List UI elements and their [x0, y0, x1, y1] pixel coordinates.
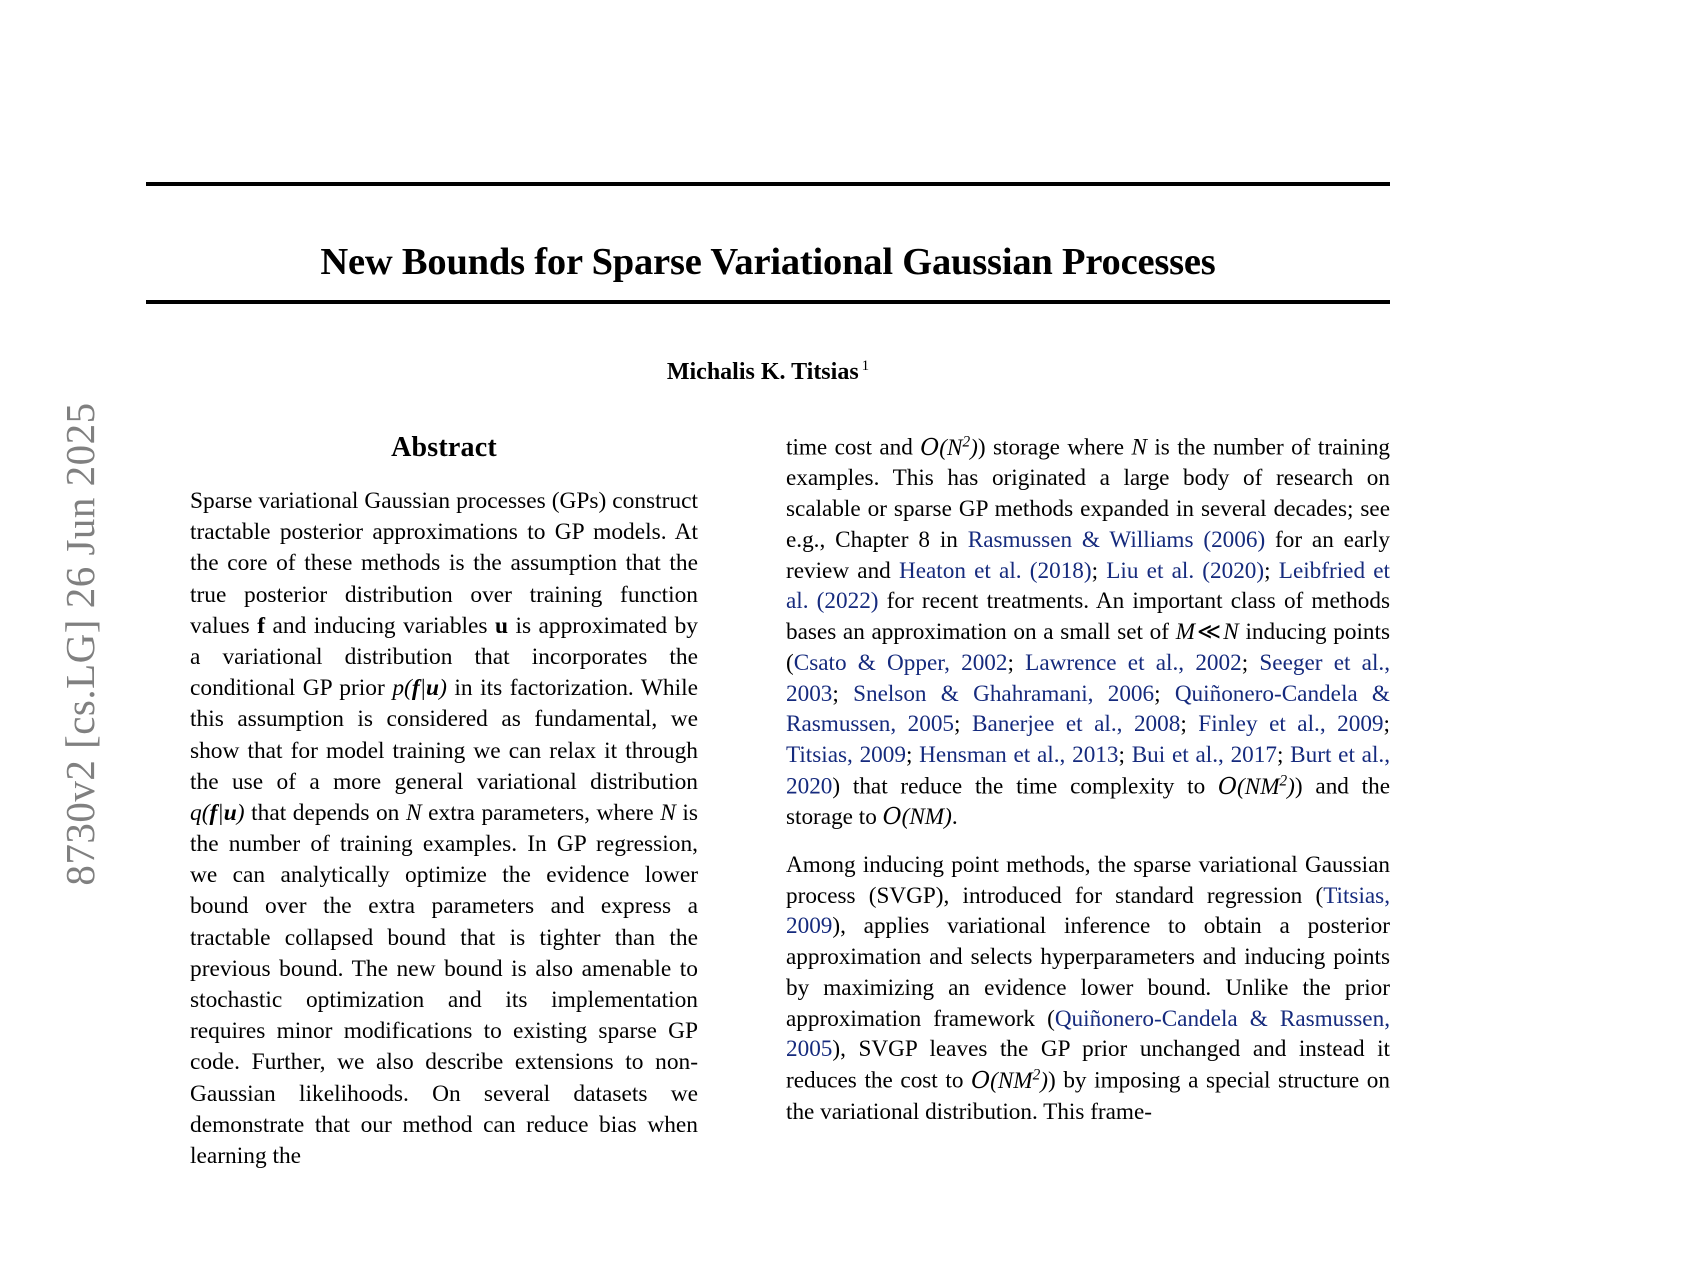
par1-s17: ; [905, 742, 920, 769]
abstract-column [190, 432, 698, 1189]
arxiv-stamp [0, 0, 103, 1275]
math-O-NM-squared: $O(NM^2)$ [1217, 771, 1295, 800]
body-paragraph-2 [786, 850, 1390, 1127]
page-title: New Bounds for Sparse Variational Gaussian Processes [320, 240, 1216, 283]
par1-s16: ; [1383, 711, 1390, 738]
par1-s2: ) storage where [977, 434, 1132, 461]
math-N-italic-2: N [660, 799, 676, 826]
par1-s14: ; [954, 711, 972, 738]
par1-s1: time cost and [786, 434, 921, 461]
par1-s8: for recent treatments. An important class of methods bases an approximation on a small set of [786, 588, 1390, 646]
citation-qc-rasmussen[interactable]: Quiñonero-Candela & Rasmussen, 2005 [786, 1005, 1390, 1063]
abstract-text-f: extra parameters, where [421, 799, 661, 826]
math-O-NM-squared-2: $O(NM^2)$ [971, 1066, 1048, 1094]
math-f-bold: f [257, 612, 266, 639]
citation-finley[interactable]: Finley et al., 2009 [1198, 711, 1384, 738]
par1-s6: ; [1091, 557, 1107, 584]
citation-rasmussen-williams[interactable]: Rasmussen & Williams [967, 526, 1194, 553]
citation-csato-opper[interactable]: Csato & Opper, 2002 [793, 649, 1008, 676]
citation-lawrence[interactable]: Lawrence et al., 2002 [1025, 649, 1242, 676]
par2-t1: Among inducing point methods, the sparse variational Gaussian process (SVGP), introduced for standard regression ( [786, 852, 1390, 909]
par1-s11: ; [1241, 649, 1260, 676]
abstract-text-g: is the number of training examples. In GP regression, we can analytically optimize the evidence lower bound over the extra parameters and express a tractable collapsed bound that is tighter than the previous bound. The new bound is also amenable to stochastic optimization and its implementation requires minor modifications to existing sparse GP code. Further, we also describe extensions to non-Gaussian likelihoods. On several datasets we demonstrate that our method can reduce bias when learning the [190, 799, 699, 1169]
citation-snelson-ghahramani[interactable]: Snelson & Ghahramani, 2006 [853, 680, 1155, 707]
abstract-paragraph [190, 486, 698, 1172]
math-p-conditional: p(f|u) [392, 675, 447, 702]
introduction-column [786, 432, 1390, 1144]
par1-s22: . [951, 804, 958, 831]
par1-s3: is the number of training examples. This has originated a large body of research on scalable or sparse GP methods expanded in several decades; see e.g., Chapter 8 in [786, 434, 1391, 553]
abstract-text-e: that depends on [244, 799, 406, 826]
par1-s20: ) that reduce the time complexity to [832, 773, 1218, 800]
math-O-N-squared: $O(N^2)$ [920, 433, 978, 461]
abstract-text-a: Sparse variational Gaussian processes (GPs) construct tractable posterior approximations to GP models. At the core of these methods is the assumption that the true posterior distribution over training function values [190, 488, 698, 639]
citation-burt[interactable]: Burt et al., 2020 [786, 742, 1390, 800]
body-paragraph-1 [786, 432, 1390, 833]
math-O-NM: O(NM) [882, 803, 952, 831]
citation-liu[interactable]: Liu et al. (2020) [1106, 557, 1265, 584]
citation-seeger[interactable]: Seeger et al., 2003 [786, 649, 1391, 707]
arxiv-stamp-text: 8730v2 [cs.LG] 26 Jun 2025 [57, 402, 103, 886]
math-N-italic-1: N [405, 799, 422, 826]
math-M-much-less-N: M≪N [1175, 619, 1239, 646]
citation-quinonero-candela[interactable]: Quiñonero-Candela & Rasmussen, 2005 [786, 680, 1390, 738]
par1-s5: for an early review and [786, 526, 1390, 584]
author-affiliation-marker: 1 [861, 358, 870, 374]
par1-s19: ; [1276, 742, 1291, 769]
par1-s13: ; [1154, 680, 1175, 707]
citation-leibfried[interactable]: Leibfried et al. (2022) [786, 557, 1390, 615]
par1-s10: ; [1007, 649, 1026, 676]
par1-s18: ; [1118, 742, 1132, 769]
abstract-text-b: and inducing variables [265, 612, 495, 639]
author-name: Michalis K. Titsias [666, 359, 859, 385]
paper-page [146, 0, 1390, 1275]
par2-t4: ) by imposing a special structure on the variational distribution. This frame- [786, 1067, 1390, 1125]
abstract-text-c: is approximated by a variational distribution that incorporates the conditional GP prior [190, 612, 698, 702]
citation-year-2006[interactable]: (2006) [1203, 526, 1266, 553]
title-rule-bottom [146, 300, 1390, 304]
par1-s4 [1193, 527, 1203, 553]
par1-s21: ) and the storage to [786, 773, 1390, 831]
two-column-body [146, 432, 1390, 1282]
par2-t2: ), applies variational inference to obtain a posterior approximation and selects hyperparameters and inducing points by maximizing an evidence lower bound. Unlike the prior approximation framework ( [786, 913, 1390, 1032]
citation-titsias-2009[interactable]: Titsias, 2009 [786, 742, 906, 769]
title-rule-top [146, 182, 1390, 186]
abstract-text-d: in its factorization. While this assumption is considered as fundamental, we show that for model training we can relax it through the use of a more general variational distribution [190, 675, 699, 795]
citation-titsias[interactable]: Titsias, 2009 [786, 882, 1390, 940]
citation-banerjee[interactable]: Banerjee et al., 2008 [971, 711, 1181, 738]
par1-s9: inducing points ( [786, 619, 1390, 676]
citation-heaton[interactable]: Heaton et al. (2018) [898, 557, 1092, 584]
par1-s15: ; [1180, 711, 1199, 738]
math-q-conditional: q(f|u) [190, 799, 245, 826]
citation-bui[interactable]: Bui et al., 2017 [1131, 742, 1277, 769]
par2-t3: ), SVGP leaves the GP prior unchanged and instead it reduces the cost to [786, 1036, 1390, 1094]
author-line [146, 358, 1390, 386]
par1-s12: ; [832, 680, 854, 707]
math-N: N [1131, 434, 1147, 461]
abstract-heading: Abstract [391, 432, 497, 463]
citation-hensman[interactable]: Hensman et al., 2013 [919, 742, 1119, 769]
math-u-bold: u [494, 612, 508, 639]
par1-s7: ; [1264, 557, 1279, 584]
